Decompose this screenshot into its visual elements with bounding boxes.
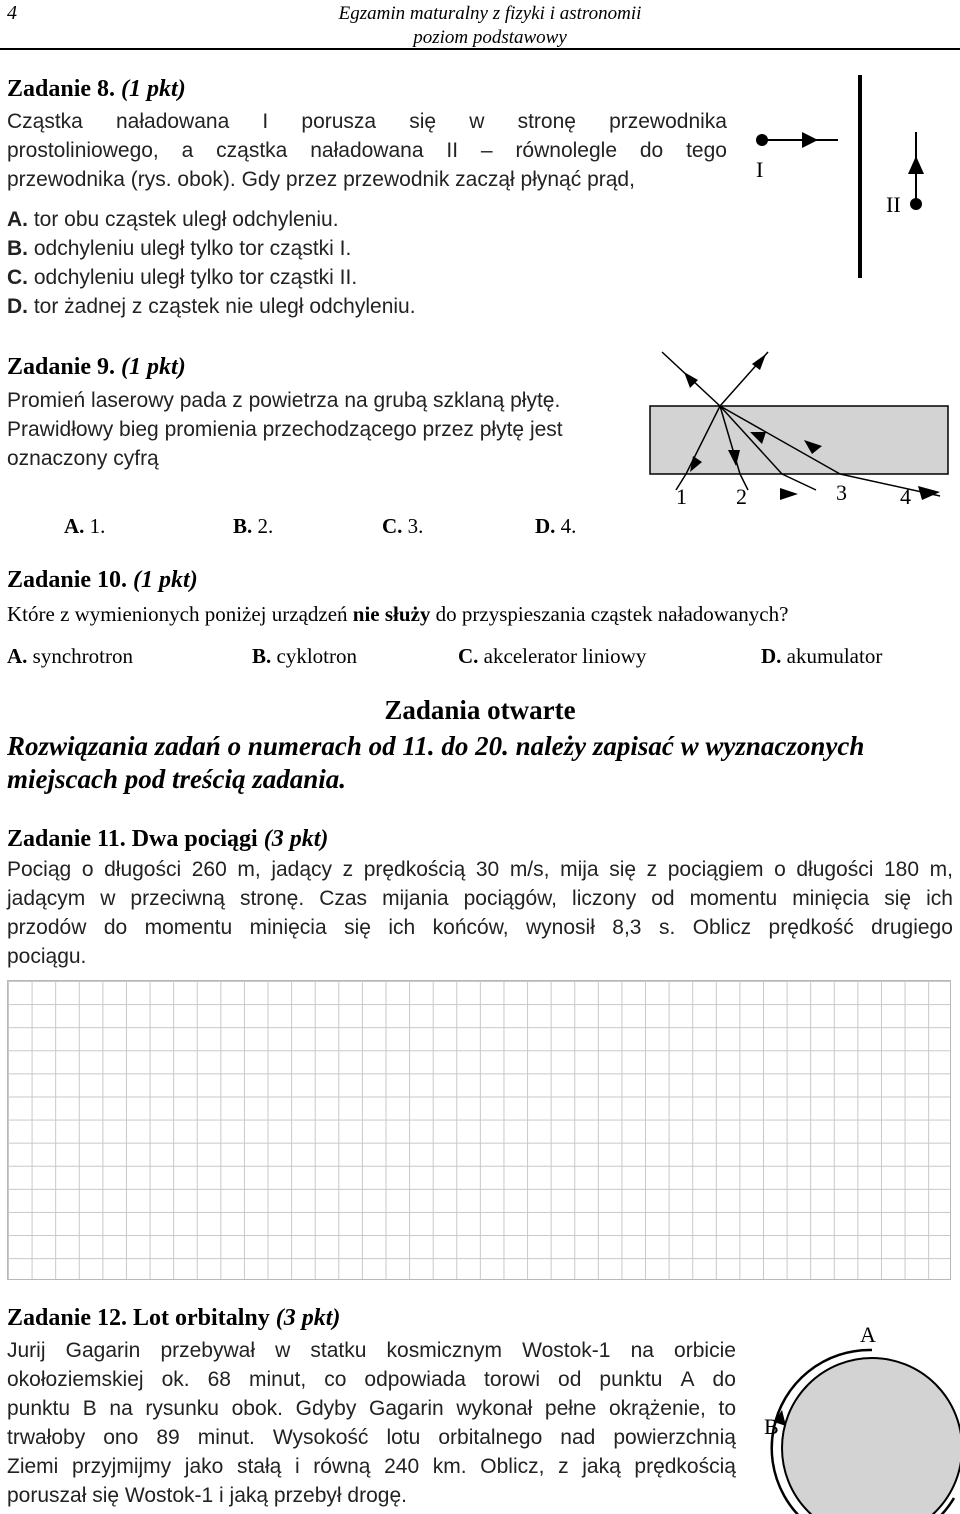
task11-text-line3 bbox=[7, 915, 953, 941]
ray-2-exit-arrow-icon bbox=[780, 488, 798, 500]
word: prędkością bbox=[363, 858, 466, 881]
task8-option-b bbox=[7, 236, 351, 262]
word: B bbox=[82, 1397, 97, 1420]
word: Oblicz bbox=[692, 916, 752, 939]
word: jaką bbox=[582, 1455, 621, 1478]
word: II bbox=[446, 139, 459, 162]
option-text: odchyleniu uległ tylko tor cząstki I. bbox=[33, 237, 352, 260]
word: Cząstka bbox=[7, 110, 83, 133]
word: pociągiem bbox=[667, 858, 764, 881]
word: kosmicznym bbox=[386, 1339, 503, 1362]
word: od bbox=[651, 887, 675, 910]
word: lotu bbox=[386, 1426, 421, 1449]
word: momentu bbox=[144, 916, 233, 939]
word: naładowana bbox=[116, 110, 230, 133]
word: co bbox=[324, 1368, 347, 1391]
word: jadący bbox=[271, 858, 333, 881]
word: Gagarin bbox=[368, 1397, 444, 1420]
word: liczony bbox=[572, 887, 637, 910]
word: 240 bbox=[384, 1455, 420, 1478]
word: stronę. bbox=[239, 887, 305, 910]
header-title bbox=[300, 2, 680, 50]
word: przodów bbox=[7, 916, 87, 939]
question-text: do przyspieszania cząstek naładowanych? bbox=[430, 602, 789, 626]
open-section-heading: Zadania otwarte bbox=[384, 695, 576, 725]
word: 260 bbox=[191, 858, 227, 881]
task11-label: Zadanie 11. bbox=[7, 826, 126, 852]
word: prędkością bbox=[634, 1455, 736, 1478]
incident-ray-arrow-icon bbox=[684, 372, 698, 388]
task8-text-line2 bbox=[7, 138, 727, 164]
task8-heading bbox=[7, 76, 186, 103]
word: orbicie bbox=[674, 1339, 736, 1362]
word: Oblicz, bbox=[480, 1455, 545, 1478]
header-title-line1: Egzamin maturalny z fizyki i astronomii bbox=[338, 3, 642, 24]
task9-text-line2: Prawidłowy bieg promienia przechodzącego przez płytę jest bbox=[7, 418, 563, 441]
task11-text-line2 bbox=[7, 886, 953, 912]
word: Ziemi bbox=[7, 1455, 59, 1478]
word: Gdyby bbox=[295, 1397, 357, 1420]
task8-figure bbox=[740, 70, 960, 290]
task9-label: Zadanie 9. bbox=[7, 354, 116, 380]
word: minięcia bbox=[792, 887, 870, 910]
option-text: cyklotron bbox=[271, 644, 357, 668]
particle-2-arrow-icon bbox=[908, 156, 924, 174]
word: przeciwną bbox=[130, 887, 225, 910]
task10-heading bbox=[7, 567, 198, 594]
word: momentu bbox=[689, 887, 778, 910]
option-letter: D. bbox=[7, 295, 28, 318]
word: ich bbox=[388, 916, 416, 939]
task9-heading bbox=[7, 354, 186, 381]
task9-option-b bbox=[233, 513, 273, 539]
task12-text-line6: poruszał się Wostok-1 i jaką przebył drogę. bbox=[7, 1484, 407, 1507]
word: do bbox=[712, 1368, 736, 1391]
word: powierzchnią bbox=[613, 1426, 736, 1449]
word: się bbox=[409, 110, 437, 133]
word: a bbox=[181, 139, 194, 162]
word: Wostok-1 bbox=[522, 1339, 611, 1362]
ray-3-exit bbox=[782, 474, 816, 490]
word: w bbox=[469, 110, 485, 133]
task12-figure bbox=[748, 1318, 960, 1514]
question-text: Które z wymienionych poniżej urządzeń bbox=[7, 602, 353, 626]
word: od bbox=[558, 1368, 582, 1391]
word: w bbox=[275, 1339, 291, 1362]
instruction-line1: Rozwiązania zadań o numerach od 11. do 20. należy zapisać w wyznaczonych bbox=[7, 731, 865, 761]
task8-label: Zadanie 8. bbox=[7, 76, 116, 102]
particle-2-label: II bbox=[886, 192, 901, 217]
word: naładowana bbox=[310, 139, 424, 162]
word: równą bbox=[313, 1455, 371, 1478]
option-letter: C. bbox=[7, 266, 28, 289]
task8-points: (1 pkt) bbox=[121, 76, 186, 102]
word: pociągów, bbox=[463, 887, 558, 910]
word: Pociąg bbox=[7, 858, 72, 881]
word: punktu bbox=[599, 1368, 663, 1391]
task12-text-line1 bbox=[7, 1338, 736, 1364]
word: wynosił bbox=[526, 916, 595, 939]
task8-option-a bbox=[7, 207, 339, 233]
option-letter: A. bbox=[7, 644, 28, 668]
word: statku bbox=[310, 1339, 367, 1362]
word: nad bbox=[560, 1426, 596, 1449]
word: s. bbox=[658, 916, 676, 939]
word: w bbox=[100, 887, 116, 910]
word: orbitalnego bbox=[438, 1426, 543, 1449]
word: do bbox=[639, 139, 664, 162]
word: Wysokość bbox=[272, 1426, 369, 1449]
word: i bbox=[294, 1455, 300, 1478]
word: stronę bbox=[517, 110, 576, 133]
word: Czas bbox=[319, 887, 368, 910]
instruction-line2: miejscach pod treścią zadania. bbox=[7, 764, 346, 794]
task12-text-line5 bbox=[7, 1454, 736, 1480]
word: cząstka bbox=[216, 139, 288, 162]
answer-grid[interactable] bbox=[7, 980, 951, 1280]
option-text: tor obu cząstek uległ odchyleniu. bbox=[33, 208, 339, 231]
task8-option-c bbox=[7, 265, 357, 291]
task10-option-d bbox=[761, 643, 882, 669]
word: ono bbox=[103, 1426, 139, 1449]
ray-label-2: 2 bbox=[736, 484, 747, 509]
task9-text-line3: oznaczony cyfrą bbox=[7, 447, 159, 470]
header-title-line2: poziom podstawowy bbox=[413, 27, 567, 48]
word: to bbox=[718, 1397, 736, 1420]
task9-points: (1 pkt) bbox=[121, 354, 186, 380]
task10-label: Zadanie 10. bbox=[7, 567, 128, 593]
word: równolegle bbox=[515, 139, 618, 162]
option-text: akcelerator liniowy bbox=[478, 644, 647, 668]
task11-text-line4: pociągu. bbox=[7, 945, 87, 968]
task9-option-a bbox=[64, 513, 105, 539]
option-letter: D. bbox=[761, 644, 782, 668]
task11-text-line1 bbox=[7, 857, 953, 883]
word: odpowiada bbox=[364, 1368, 466, 1391]
word: ich bbox=[926, 887, 953, 910]
word: minięcia bbox=[249, 916, 327, 939]
option-letter: B. bbox=[233, 514, 253, 538]
word: długości bbox=[104, 858, 182, 881]
word: końców, bbox=[432, 916, 509, 939]
word: z bbox=[646, 858, 658, 881]
option-text: 2. bbox=[257, 514, 274, 538]
word: się bbox=[884, 887, 912, 910]
word: 180 bbox=[884, 858, 920, 881]
word: okołoziemskiej bbox=[7, 1368, 144, 1391]
word: mijania bbox=[382, 887, 449, 910]
word: okrążenie, bbox=[608, 1397, 706, 1420]
task8-text-line1 bbox=[7, 109, 727, 135]
option-letter: C. bbox=[458, 644, 479, 668]
task9-figure bbox=[640, 350, 955, 525]
word: prędkość bbox=[768, 916, 854, 939]
option-letter: A. bbox=[64, 514, 85, 538]
task12-text-line2 bbox=[7, 1367, 736, 1393]
word: 89 bbox=[156, 1426, 180, 1449]
option-text: 3. bbox=[407, 514, 424, 538]
word: trwałoby bbox=[7, 1426, 86, 1449]
point-a-label: A bbox=[860, 1322, 876, 1347]
word: I bbox=[262, 110, 269, 133]
ray-label-4: 4 bbox=[900, 484, 911, 509]
word: porusza bbox=[301, 110, 377, 133]
word: km. bbox=[432, 1455, 467, 1478]
word: torowi bbox=[484, 1368, 541, 1391]
task12-title: Lot orbitalny bbox=[133, 1305, 270, 1331]
question-emphasis: nie służy bbox=[352, 602, 431, 626]
word: minut, bbox=[248, 1368, 307, 1391]
option-text: akumulator bbox=[781, 644, 883, 668]
task11-points: (3 pkt) bbox=[263, 826, 329, 852]
option-letter: D. bbox=[535, 514, 556, 538]
header-divider bbox=[0, 48, 960, 50]
page-number: 4 bbox=[7, 2, 17, 24]
task11-title: Dwa pociągi bbox=[131, 826, 258, 852]
task12-text-line4 bbox=[7, 1425, 736, 1451]
option-letter: B. bbox=[7, 237, 28, 260]
word: 30 bbox=[475, 858, 500, 881]
task10-option-c bbox=[458, 643, 646, 669]
option-text: odchyleniu uległ tylko tor cząstki II. bbox=[33, 266, 358, 289]
option-letter: C. bbox=[382, 514, 403, 538]
word: jadącym bbox=[7, 887, 86, 910]
word: Gagarin bbox=[65, 1339, 141, 1362]
option-text: 4. bbox=[560, 514, 577, 538]
task10-points: (1 pkt) bbox=[133, 567, 198, 593]
option-letter: B. bbox=[252, 644, 272, 668]
ray-label-1: 1 bbox=[676, 484, 687, 509]
word: stałą bbox=[236, 1455, 282, 1478]
word: na bbox=[630, 1339, 654, 1362]
task9-option-d bbox=[535, 513, 576, 539]
word: z bbox=[558, 1455, 569, 1478]
word: m, bbox=[237, 858, 261, 881]
option-letter: A. bbox=[7, 208, 28, 231]
task11-heading bbox=[7, 826, 328, 853]
word: pełne bbox=[544, 1397, 597, 1420]
word: m/s, bbox=[509, 858, 550, 881]
word: z bbox=[342, 858, 354, 881]
task12-label: Zadanie 12. bbox=[7, 1305, 128, 1331]
task9-option-c bbox=[382, 513, 423, 539]
word: A bbox=[680, 1368, 695, 1391]
earth-circle bbox=[782, 1358, 960, 1514]
word: się bbox=[344, 916, 371, 939]
option-text: 1. bbox=[89, 514, 106, 538]
word: przebywał bbox=[160, 1339, 255, 1362]
task12-points: (3 pkt) bbox=[275, 1305, 341, 1331]
word: ok. bbox=[161, 1368, 190, 1391]
word: minut. bbox=[197, 1426, 255, 1449]
word: jako bbox=[184, 1455, 224, 1478]
word: tego bbox=[686, 139, 727, 162]
word: wykonał bbox=[456, 1397, 533, 1420]
particle-1-label: I bbox=[756, 157, 764, 182]
word: o bbox=[81, 858, 94, 881]
word: drugiego bbox=[871, 916, 953, 939]
particle-1-arrow-icon bbox=[802, 132, 818, 148]
word: przewodnika bbox=[609, 110, 727, 133]
word: do bbox=[103, 916, 128, 939]
point-b-label: B bbox=[764, 1414, 779, 1439]
word: rysunku bbox=[145, 1397, 219, 1420]
ray-label-3: 3 bbox=[836, 480, 847, 505]
word: 68 bbox=[207, 1368, 231, 1391]
word: się bbox=[609, 858, 637, 881]
task12-heading bbox=[7, 1305, 340, 1332]
word: o bbox=[774, 858, 786, 881]
word: mija bbox=[560, 858, 599, 881]
word: prostoliniowego, bbox=[7, 139, 159, 162]
word: Jurij bbox=[7, 1339, 46, 1362]
task10-question bbox=[7, 601, 788, 627]
task8-text-line3: przewodnika (rys. obok). Gdy przez przewodnik zaczął płynąć prąd, bbox=[7, 168, 635, 191]
open-section-instruction bbox=[7, 730, 864, 796]
word: długości bbox=[796, 858, 874, 881]
word: obok. bbox=[231, 1397, 283, 1420]
word: przyjmijmy bbox=[71, 1455, 172, 1478]
word: 8,3 bbox=[612, 916, 642, 939]
word: – bbox=[480, 139, 493, 162]
task12-text-line3 bbox=[7, 1396, 736, 1422]
word: na bbox=[109, 1397, 133, 1420]
word: m, bbox=[929, 858, 953, 881]
task10-option-a bbox=[7, 643, 133, 669]
task9-text-line1: Promień laserowy pada z powietrza na grubą szklaną płytę. bbox=[7, 389, 561, 412]
task8-option-d bbox=[7, 294, 416, 320]
option-text: tor żadnej z cząstek nie uległ odchyleniu. bbox=[33, 295, 416, 318]
option-text: synchrotron bbox=[27, 644, 133, 668]
ray-4-arrow-icon-b bbox=[918, 486, 940, 500]
word: punktu bbox=[7, 1397, 71, 1420]
task10-option-b bbox=[252, 643, 357, 669]
